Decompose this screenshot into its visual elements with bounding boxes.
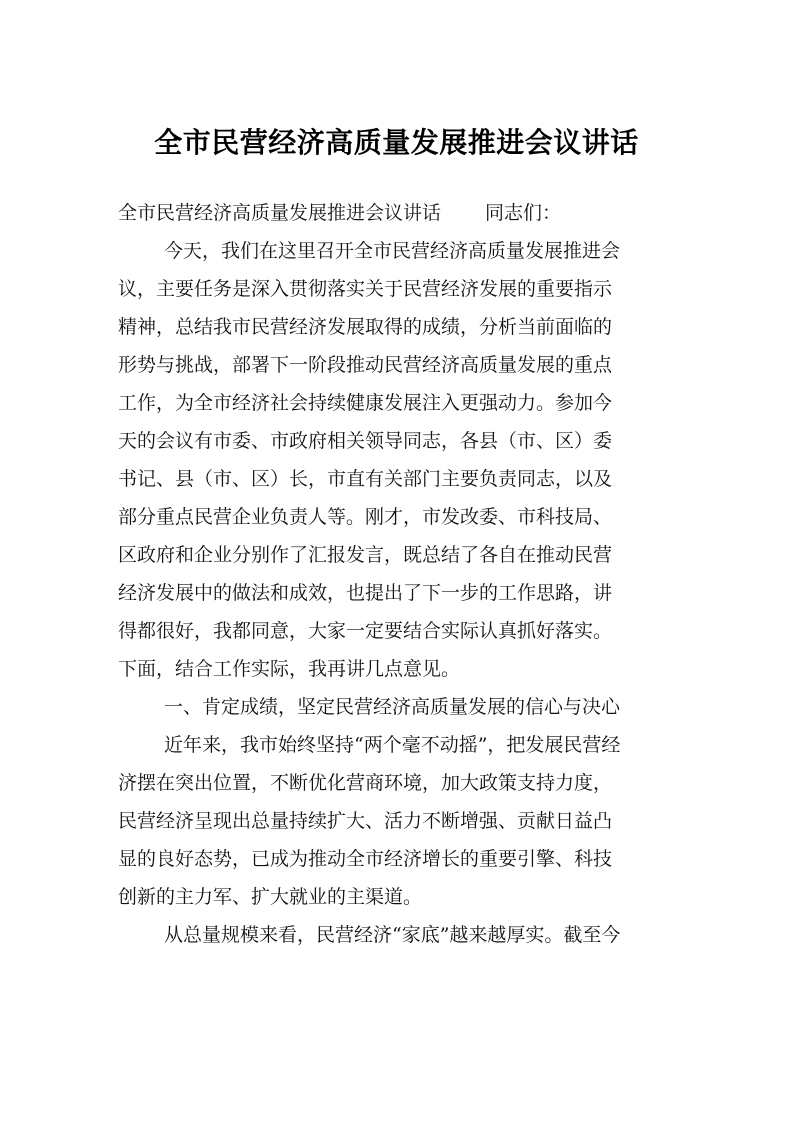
paragraph-line: 书记、县（市、区）长，市直有关部门主要负责同志，以及 bbox=[118, 468, 613, 490]
paragraph-line: 议，主要任务是深入贯彻落实关于民营经济发展的重要指示 bbox=[118, 278, 613, 300]
paragraph-line: 经济发展中的做法和成效，也提出了下一步的工作思路，讲 bbox=[118, 582, 613, 604]
paragraph-line: 从总量规模来看，民营经济“家底”越来越厚实。截至今 bbox=[164, 924, 621, 946]
paragraph-line: 显的良好态势，已成为推动全市经济增长的重要引擎、科技 bbox=[118, 848, 613, 870]
paragraph-line: 形势与挑战，部署下一阶段推动民营经济高质量发展的重点 bbox=[118, 354, 613, 376]
paragraph-line: 精神，总结我市民营经济发展取得的成绩，分析当前面临的 bbox=[118, 316, 613, 338]
section-heading: 一、肯定成绩，坚定民营经济高质量发展的信心与决心 bbox=[164, 696, 621, 718]
paragraph-line: 工作，为全市经济社会持续健康发展注入更强动力。参加今 bbox=[118, 392, 613, 414]
document-title: 全市民营经济高质量发展推进会议讲话 bbox=[154, 126, 639, 159]
paragraph-line: 下面，结合工作实际，我再讲几点意见。 bbox=[118, 658, 461, 680]
doc-name-text: 全市民营经济高质量发展推进会议讲话 bbox=[118, 202, 442, 224]
salutation-text: 同志们： bbox=[485, 202, 562, 224]
paragraph-line: 天的会议有市委、市政府相关领导同志，各县（市、区）委 bbox=[118, 430, 613, 452]
header-line bbox=[118, 194, 678, 232]
paragraph-line: 近年来，我市始终坚持“两个毫不动摇”，把发展民营经 bbox=[164, 734, 621, 756]
paragraph-line: 济摆在突出位置，不断优化营商环境，加大政策支持力度， bbox=[118, 772, 613, 794]
paragraph-line: 民营经济呈现出总量持续扩大、活力不断增强、贡献日益凸 bbox=[118, 810, 613, 832]
paragraph-line: 今天，我们在这里召开全市民营经济高质量发展推进会 bbox=[164, 240, 621, 262]
document-body bbox=[118, 194, 678, 954]
paragraph-line: 部分重点民营企业负责人等。刚才，市发改委、市科技局、 bbox=[118, 506, 613, 528]
paragraph-line: 区政府和企业分别作了汇报发言，既总结了各自在推动民营 bbox=[118, 544, 613, 566]
paragraph-line: 创新的主力军、扩大就业的主渠道。 bbox=[118, 886, 423, 908]
paragraph-line: 得都很好，我都同意，大家一定要结合实际认真抓好落实。 bbox=[118, 620, 613, 642]
